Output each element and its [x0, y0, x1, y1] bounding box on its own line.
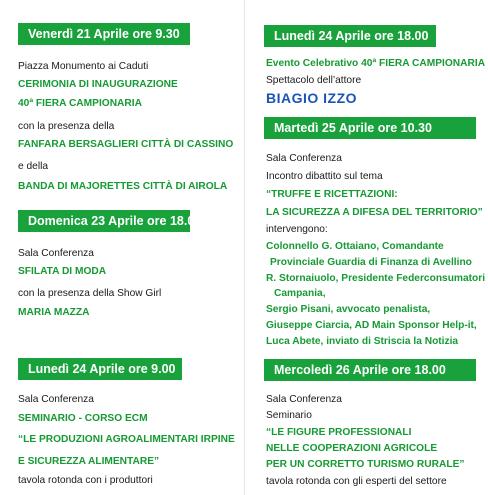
speaker-line: Sergio Pisani, avvocato penalista, [266, 304, 431, 315]
event-location: Sala Conferenza [266, 394, 342, 405]
event-date-header: Lunedì 24 Aprile ore 18.00 [264, 25, 436, 47]
event-text: Spettacolo dell’attore [266, 75, 362, 86]
right-column [244, 0, 488, 495]
event-guest: FANFARA BERSAGLIERI CITTÀ DI CASSINO [18, 139, 234, 150]
event-text: tavola rotonda con i produttori [18, 475, 153, 486]
event-location: Sala Conferenza [266, 153, 342, 164]
speaker-line: Campania, [274, 288, 326, 299]
event-date-header: Venerdì 21 Aprile ore 9.30 [18, 23, 190, 45]
event-text: intervengono: [266, 224, 328, 235]
speaker-line: R. Stornaiuolo, Presidente Federconsumatori [266, 273, 486, 284]
event-title: CERIMONIA DI INAUGURAZIONE [18, 79, 178, 90]
event-title: E SICUREZZA ALIMENTARE” [18, 456, 160, 467]
event-guest: BANDA DI MAJORETTES CITTÀ DI AIROLA [18, 181, 228, 192]
event-text: Seminario [266, 410, 312, 421]
event-location: Sala Conferenza [18, 394, 94, 405]
event-title: “TRUFFE E RICETTAZIONI: [266, 189, 398, 200]
event-location: Sala Conferenza [18, 248, 94, 259]
event-location: Piazza Monumento ai Caduti [18, 61, 149, 72]
event-guest: MARIA MAZZA [18, 307, 90, 318]
event-title: PER UN CORRETTO TURISMO RURALE” [266, 459, 465, 470]
event-title: SFILATA DI MODA [18, 266, 107, 277]
event-title: NELLE COOPERAZIONI AGRICOLE [266, 443, 438, 454]
speaker-line: Colonnello G. Ottaiano, Comandante [266, 241, 444, 252]
speaker-line: Giuseppe Ciarcia, AD Main Sponsor Help-it, [266, 320, 477, 331]
event-title: 40ª FIERA CAMPIONARIA [18, 98, 142, 109]
event-date-header: Martedì 25 Aprile ore 10.30 [264, 117, 476, 139]
event-title: “LE FIGURE PROFESSIONALI [266, 427, 412, 438]
event-text: tavola rotonda con gli esperti del settore [266, 476, 447, 487]
event-text: con la presenza della Show Girl [18, 288, 162, 299]
event-date-header: Mercoledì 26 Aprile ore 18.00 [264, 359, 476, 381]
event-guest: BIAGIO IZZO [266, 90, 358, 106]
event-title: LA SICUREZZA A DIFESA DEL TERRITORIO” [266, 207, 483, 218]
event-date-header: Lunedì 24 Aprile ore 9.00 [18, 358, 182, 380]
event-text: con la presenza della [18, 121, 115, 132]
event-text: e della [18, 161, 49, 172]
event-date-header: Domenica 23 Aprile ore 18.00 [18, 210, 190, 232]
speaker-line: Luca Abete, inviato di Striscia la Notizia [266, 336, 459, 347]
speaker-line: Provinciale Guardia di Finanza di Avellino [270, 257, 472, 268]
event-text: Incontro dibattito sul tema [266, 171, 383, 182]
event-title: SEMINARIO - CORSO ECM [18, 413, 148, 424]
event-title: “LE PRODUZIONI AGROALIMENTARI IRPINE [18, 434, 235, 445]
event-title: Evento Celebrativo 40ª FIERA CAMPIONARIA [266, 58, 486, 69]
